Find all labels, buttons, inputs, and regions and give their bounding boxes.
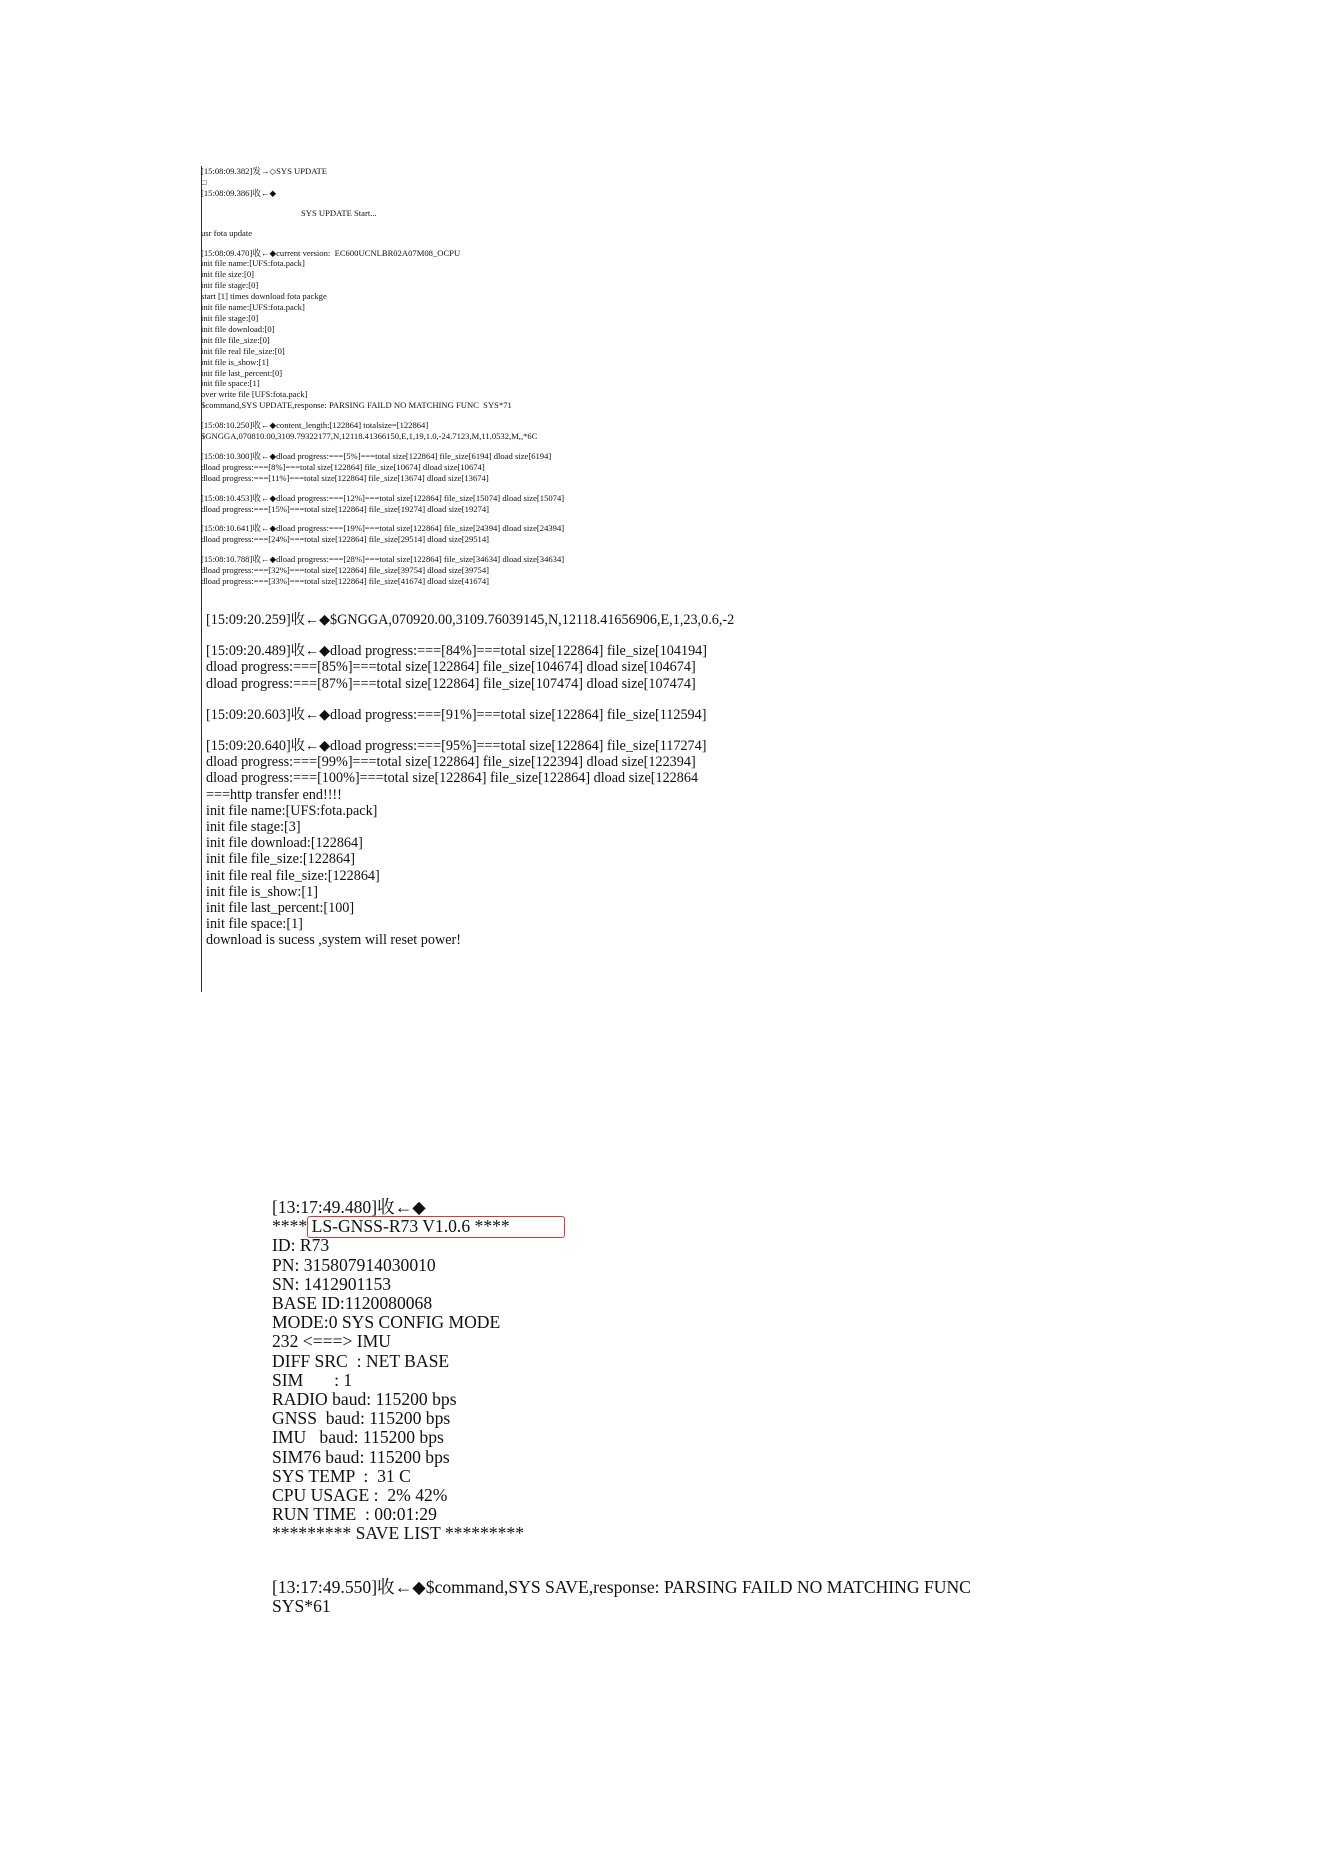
log-line: dload progress:===[24%]===total size[122864] file_size[29514] dload size[29514] [201, 534, 490, 545]
log-line: init file size:[0] [201, 269, 254, 280]
log-gap [201, 484, 801, 493]
log-line: dload progress:===[32%]===total size[122864] file_size[39754] dload size[39754] [201, 565, 490, 576]
log-line: init file real file_size:[122864] [206, 867, 380, 884]
log-line: [13:17:49.480]收←◆ [272, 1197, 426, 1217]
log-line: dload progress:===[99%]===total size[122864] file_size[122394] dload size[122394] [206, 754, 696, 771]
log-line: ********* SAVE LIST ********* [272, 1523, 525, 1544]
log-line: [15:08:10.641]收←◆dload progress:===[19%]===total size[122864] file_size[24394] dload size[24394] [201, 523, 565, 534]
log-gap [201, 442, 801, 451]
log-line: SIM76 baud: 115200 bps [272, 1446, 450, 1467]
log-line: dload progress:===[15%]===total size[122864] file_size[19274] dload size[19274] [201, 503, 490, 514]
log-line: init file stage:[0] [201, 280, 259, 291]
log-line: ID: R73 [272, 1235, 330, 1256]
log-line: SYS TEMP : 31 C [272, 1465, 411, 1486]
log-line: DIFF SRC : NET BASE [272, 1350, 450, 1371]
log-line: MODE:0 SYS CONFIG MODE [272, 1312, 501, 1333]
log-gap [201, 411, 801, 420]
log-line: dload progress:===[85%]===total size[122864] file_size[104674] dload size[104674] [206, 659, 696, 676]
log-line: ===http transfer end!!!! [206, 786, 342, 803]
log-line: 232 <===> IMU [272, 1331, 392, 1352]
log-line: init file stage:[3] [206, 819, 301, 836]
log-gap [206, 628, 806, 643]
log-line: dload progress:===[100%]===total size[122864] file_size[122864] dload size[122864 [206, 770, 699, 787]
log-line: SYS UPDATE Start... [301, 207, 377, 218]
log-line: init file download:[122864] [206, 835, 363, 852]
log-gap [272, 1544, 1172, 1578]
log-line: dload progress:===[33%]===total size[122864] file_size[41674] dload size[41674] [201, 576, 490, 587]
log-line: BASE ID:1120080068 [272, 1293, 433, 1314]
upper-serial-log [201, 166, 801, 612]
log-line: [15:09:20.489]收←◆dload progress:===[84%]===total size[122864] file_size[104194] [206, 643, 707, 660]
log-gap [201, 545, 801, 554]
log-line: [15:09:20.640]收←◆dload progress:===[95%]===total size[122864] file_size[117274] [206, 738, 707, 755]
log-line: RUN TIME : 00:01:29 [272, 1504, 437, 1525]
log-line: init file space:[1] [201, 378, 260, 389]
log-line: [15:08:09.470]收←◆current version: EC600UCNLBR02A07M08_OCPU [201, 247, 461, 258]
log-line: □ [201, 176, 207, 187]
log-line: $GNGGA,070810.00,3109.79322177,N,12118.41366150,E,1,19,1.0,-24.7123,M,11.0532,M,,*6C [201, 431, 538, 442]
log-line: RADIO baud: 115200 bps [272, 1389, 457, 1410]
mid-serial-log [201, 612, 806, 992]
boot-banner-log [272, 1198, 1172, 1628]
log-line: [13:17:49.550]收←◆$command,SYS SAVE,response: PARSING FAILD NO MATCHING FUNC [272, 1576, 971, 1597]
log-line: [15:08:10.788]收←◆dload progress:===[28%]===total size[122864] file_size[34634] dload size[34634] [201, 554, 565, 565]
log-line: init file space:[1] [206, 916, 303, 933]
log-line: $command,SYS UPDATE,response: PARSING FAILD NO MATCHING FUNC SYS*71 [201, 400, 512, 411]
log-line: [15:08:10.250]收←◆content_length:[122864] totalsize=[122864] [201, 420, 429, 431]
log-line: IMU baud: 115200 bps [272, 1427, 444, 1448]
log-gap [206, 692, 806, 707]
log-gap [206, 723, 806, 738]
log-line: init file name:[UFS:fota.pack] [206, 802, 378, 819]
log-line: [15:09:20.259]收←◆$GNGGA,070920.00,3109.76039145,N,12118.41656906,E,1,23,0.6,-2 [206, 612, 735, 628]
log-line: PN: 315807914030010 [272, 1254, 436, 1275]
log-gap [201, 239, 801, 248]
log-line: [15:08:10.453]收←◆dload progress:===[12%]===total size[122864] file_size[15074] dload size[15074] [201, 492, 565, 503]
log-line: init file last_percent:[100] [206, 900, 355, 917]
log-line: [15:09:20.603]收←◆dload progress:===[91%]===total size[122864] file_size[112594] [206, 706, 707, 723]
log-line: over write file [UFS:fota.pack] [201, 389, 308, 400]
log-line: [15:08:09.382]发→◇SYS UPDATE [201, 166, 327, 176]
log-line: download is sucess ,system will reset power! [206, 932, 461, 949]
log-line: init file name:[UFS:fota.pack] [201, 302, 305, 313]
log-line: init file is_show:[1] [201, 356, 269, 367]
log-line: init file file_size:[122864] [206, 851, 355, 868]
log-line: CPU USAGE : 2% 42% [272, 1485, 448, 1506]
log-line: dload progress:===[11%]===total size[122864] file_size[13674] dload size[13674] [201, 472, 489, 483]
log-line: init file file_size:[0] [201, 334, 270, 345]
log-line: dload progress:===[8%]===total size[122864] file_size[10674] dload size[10674] [201, 461, 485, 472]
log-line: start [1] times download fota packge [201, 291, 327, 302]
log-line: init file real file_size:[0] [201, 345, 285, 356]
log-line: init file last_percent:[0] [201, 367, 283, 378]
log-line: SYS*61 [272, 1595, 331, 1616]
log-line: init file download:[0] [201, 323, 275, 334]
log-line: SIM : 1 [272, 1369, 353, 1390]
log-line: usr fota update [201, 227, 253, 238]
log-line: **** LS-GNSS-R73 V1.0.6 **** [272, 1216, 510, 1237]
log-line: [15:08:09.386]收←◆ [201, 187, 277, 198]
log-line: init file name:[UFS:fota.pack] [201, 258, 305, 269]
log-gap [201, 199, 801, 208]
log-line: dload progress:===[87%]===total size[122864] file_size[107474] dload size[107474] [206, 675, 696, 692]
log-gap [201, 219, 801, 228]
log-line: init file stage:[0] [201, 312, 259, 323]
log-line: GNSS baud: 115200 bps [272, 1408, 451, 1429]
log-line: init file is_show:[1] [206, 883, 318, 900]
log-line: SN: 1412901153 [272, 1273, 392, 1294]
log-line: [15:08:10.300]收←◆dload progress:===[5%]===total size[122864] file_size[6194] dload size[6194] [201, 450, 552, 461]
